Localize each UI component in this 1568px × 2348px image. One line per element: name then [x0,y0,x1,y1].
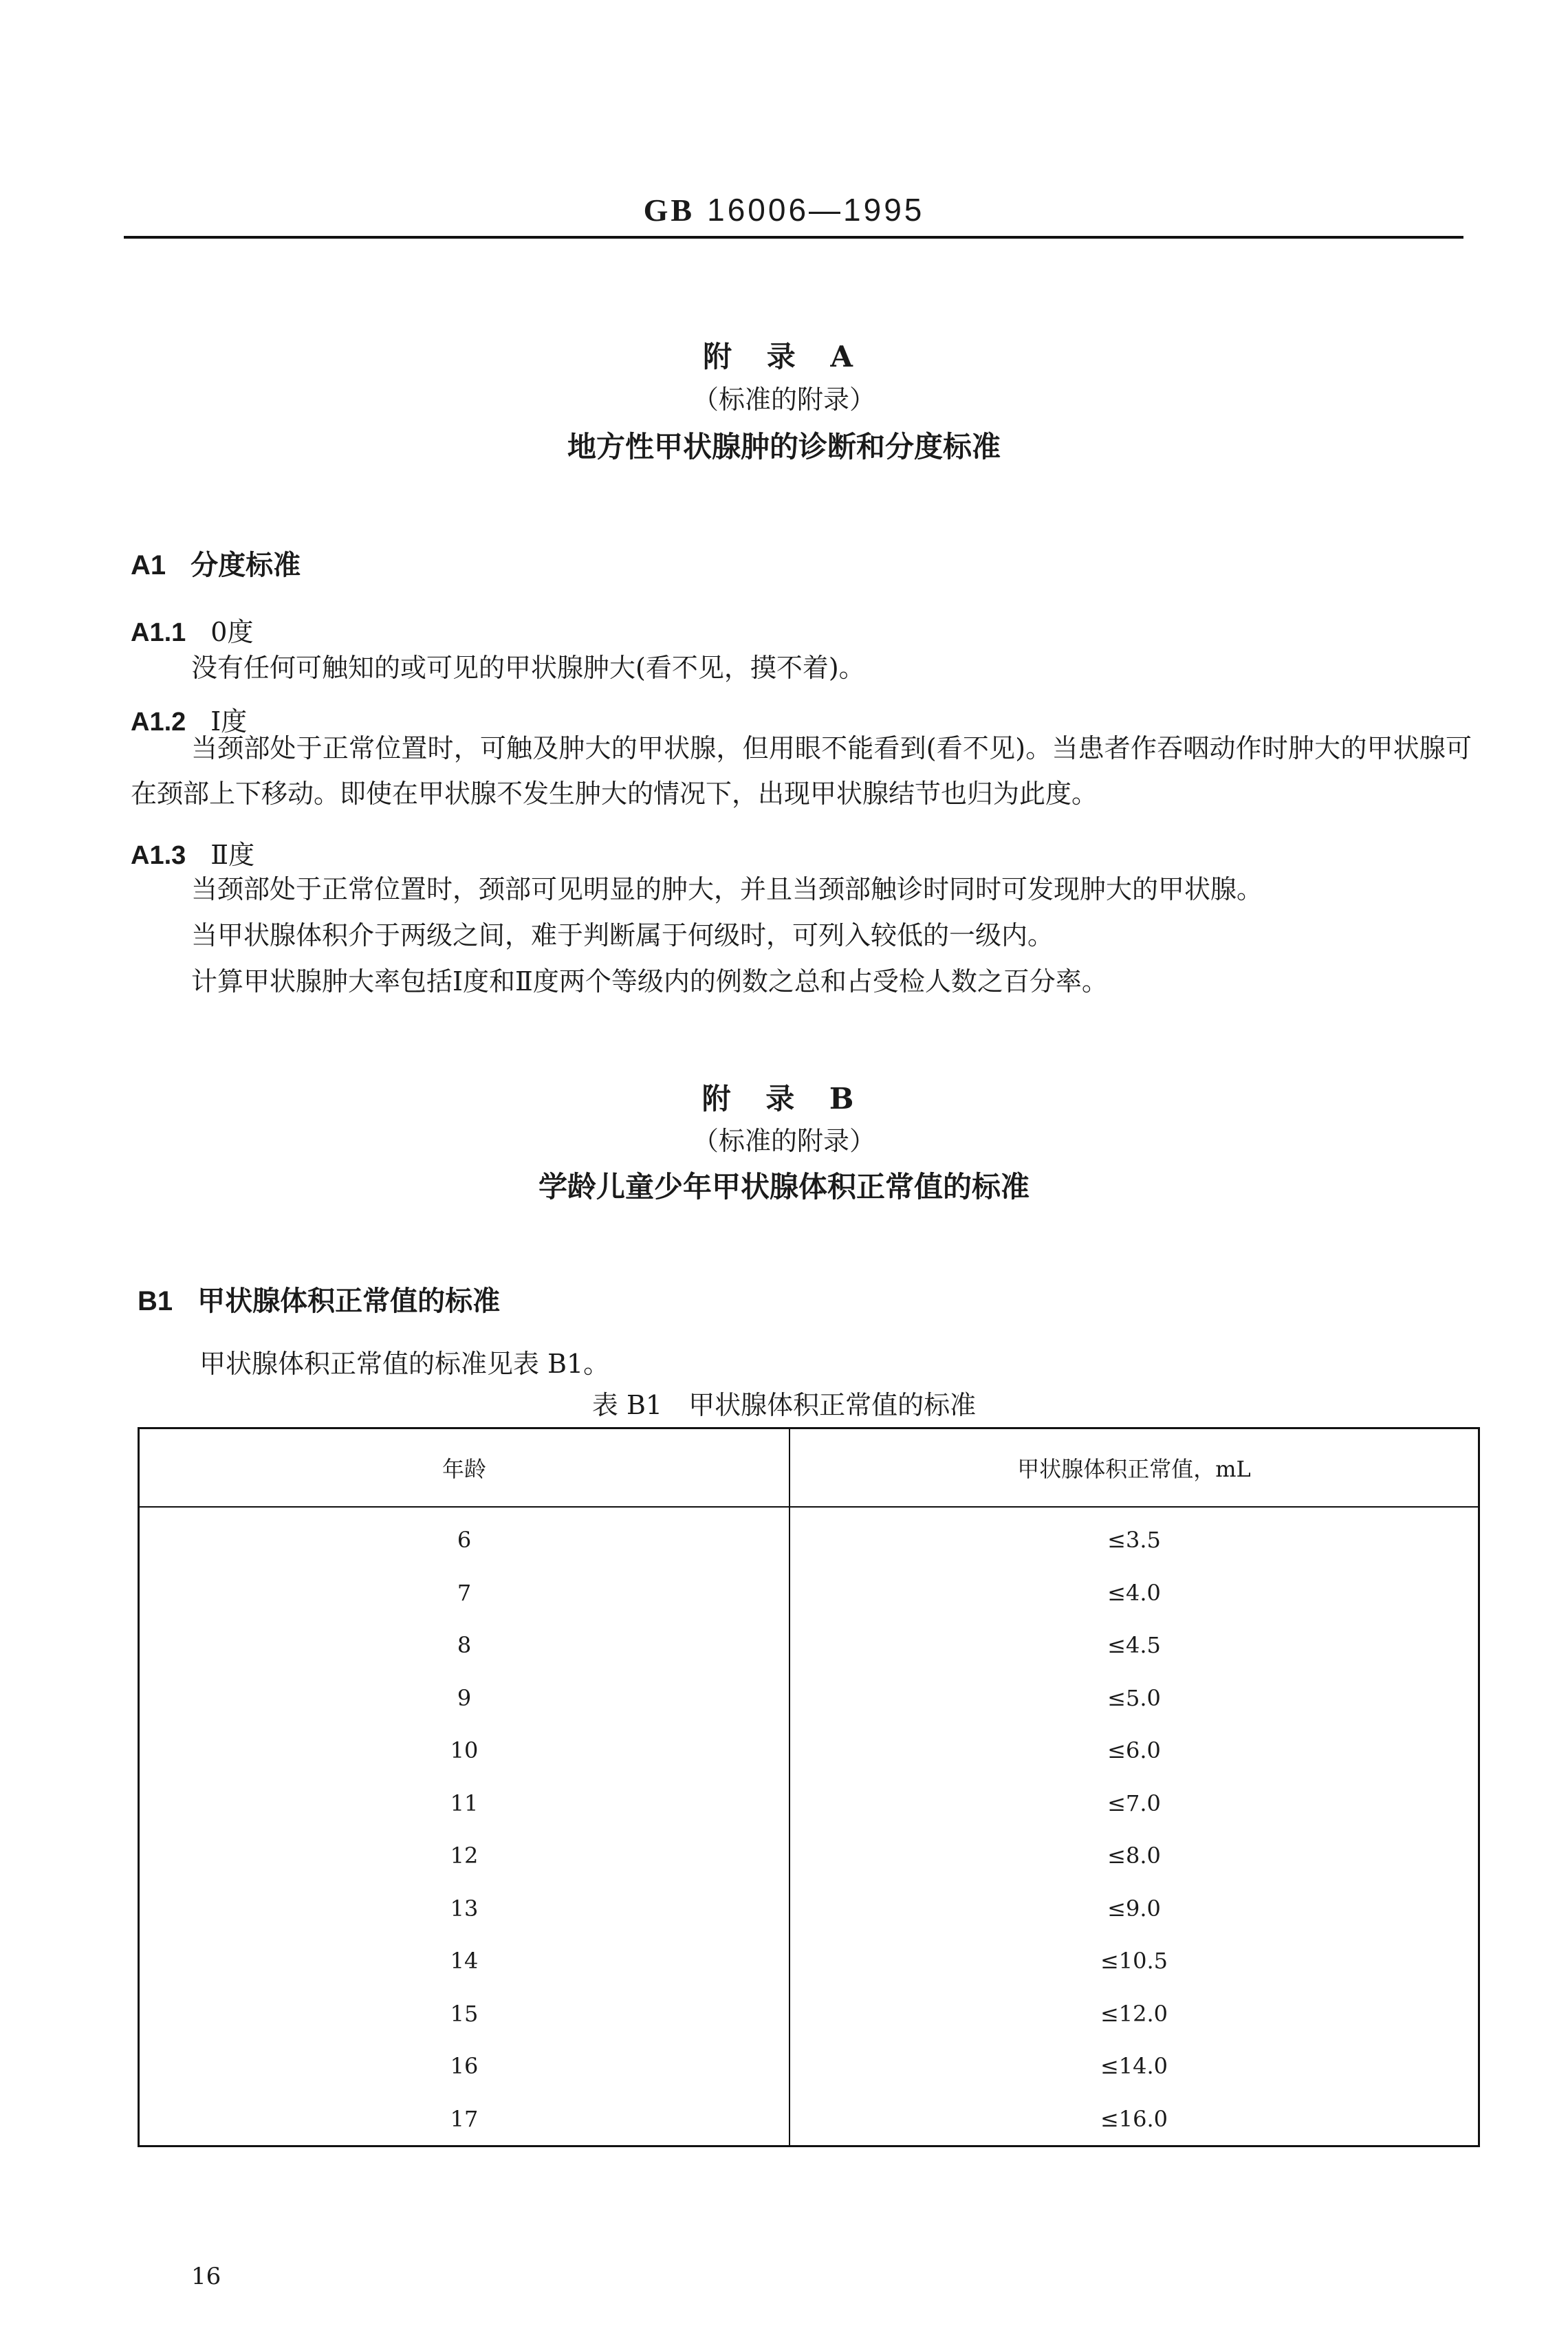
table-caption: 表 B1 甲状腺体积正常值的标准 [591,1390,977,1420]
cell-volume: ≤4.5 [1107,1632,1161,1659]
table-row [139,1777,1479,1830]
standard-prefix: GB [643,193,695,228]
cell-volume: ≤3.5 [1107,1527,1161,1554]
cell-volume: ≤8.0 [1107,1842,1161,1869]
table-row [139,1507,1479,1567]
table-row [139,2040,1479,2093]
item-a1-1-number: A1.1 [131,618,186,647]
standard-code [0,191,1568,228]
appendix-a-subtitle: （标准的附录） [692,384,875,415]
table-row [139,1619,1479,1672]
cell-volume: ≤4.0 [1107,1579,1161,1606]
table-row [139,1724,1479,1777]
header-rule [124,236,1463,239]
table-header-row [139,1428,1479,1508]
item-a1-3-grade: Ⅱ度 [210,840,255,870]
section-a1-heading [131,543,301,583]
cell-volume: ≤7.0 [1107,1790,1161,1816]
cell-age: 9 [139,1672,790,1725]
item-a1-2-text: 当颈部处于正常位置时，可触及肿大的甲状腺，但用眼不能看到(看不见)。当患者作吞咽动作时肿大的甲状腺可在颈部上下移动。即使在甲状腺不发生肿大的情况下，出现甲状腺结节也归为此度。 [131,733,1472,809]
cell-age: 14 [139,1935,790,1988]
cell-age: 15 [139,1988,790,2041]
item-a1-2-number: A1.2 [131,708,186,737]
table-row [139,1567,1479,1620]
cell-volume: ≤9.0 [1107,1895,1161,1922]
table-intro: 甲状腺体积正常值的标准见表 B1。 [199,1349,610,1379]
cell-age: 6 [139,1507,790,1567]
appendix-b-name: 学龄儿童少年甲状腺体积正常值的标准 [538,1170,1030,1204]
standard-number: 16006—1995 [707,192,925,228]
cell-age: 17 [139,2093,790,2146]
cell-age: 13 [139,1882,790,1935]
table-row [139,2093,1479,2146]
item-a1-1-heading [131,611,253,649]
page-number: 16 [191,2263,221,2290]
cell-age: 12 [139,1829,790,1882]
item-a1-1-text: 没有任何可触知的或可见的甲状腺肿大(看不见，摸不着)。 [191,653,865,683]
item-a1-1-grade: 0度 [210,617,254,647]
cell-volume: ≤14.0 [1100,2053,1168,2080]
section-b1-heading [138,1279,500,1318]
item-a1-3-text-3: 计算甲状腺肿大率包括Ⅰ度和Ⅱ度两个等级内的例数之总和占受检人数之百分率。 [191,966,1108,997]
table-row [139,1935,1479,1988]
section-b1-number: B1 [138,1286,173,1316]
section-b1-title: 甲状腺体积正常值的标准 [197,1285,501,1317]
cell-age: 10 [139,1724,790,1777]
appendix-b-subtitle: （标准的附录） [692,1126,875,1156]
table-row [139,1882,1479,1935]
item-a1-3-number: A1.3 [131,841,186,870]
appendix-a-name: 地方性甲状腺肿的诊断和分度标准 [567,430,1001,464]
cell-volume: ≤12.0 [1100,2000,1168,2027]
cell-age: 11 [139,1777,790,1830]
header-age: 年龄 [139,1428,790,1508]
cell-volume: ≤16.0 [1100,2105,1168,2132]
table-row [139,1988,1479,2041]
item-a1-2-grade: Ⅰ度 [210,706,248,737]
section-a1-number: A1 [131,550,166,580]
appendix-b-title: 附 录 B [701,1082,867,1116]
item-a1-3-heading [131,834,254,871]
cell-age: 7 [139,1567,790,1620]
thyroid-volume-table [138,1427,1480,2147]
section-a1-title: 分度标准 [190,549,301,581]
header-volume: 甲状腺体积正常值，mL [790,1428,1479,1508]
appendix-a-title: 附 录 A [703,340,865,373]
table-row [139,1829,1479,1882]
item-a1-3-text-2: 当甲状腺体积介于两级之间，难于判断属于何级时，可列入较低的一级内。 [191,920,1054,950]
cell-age: 16 [139,2040,790,2093]
cell-age: 8 [139,1619,790,1672]
cell-volume: ≤6.0 [1107,1737,1161,1764]
item-a1-3-text-1: 当颈部处于正常位置时，颈部可见明显的肿大，并且当颈部触诊时同时可发现肿大的甲状腺。 [191,874,1263,904]
cell-volume: ≤5.0 [1107,1684,1161,1711]
table-row [139,1672,1479,1725]
cell-volume: ≤10.5 [1100,1948,1168,1975]
